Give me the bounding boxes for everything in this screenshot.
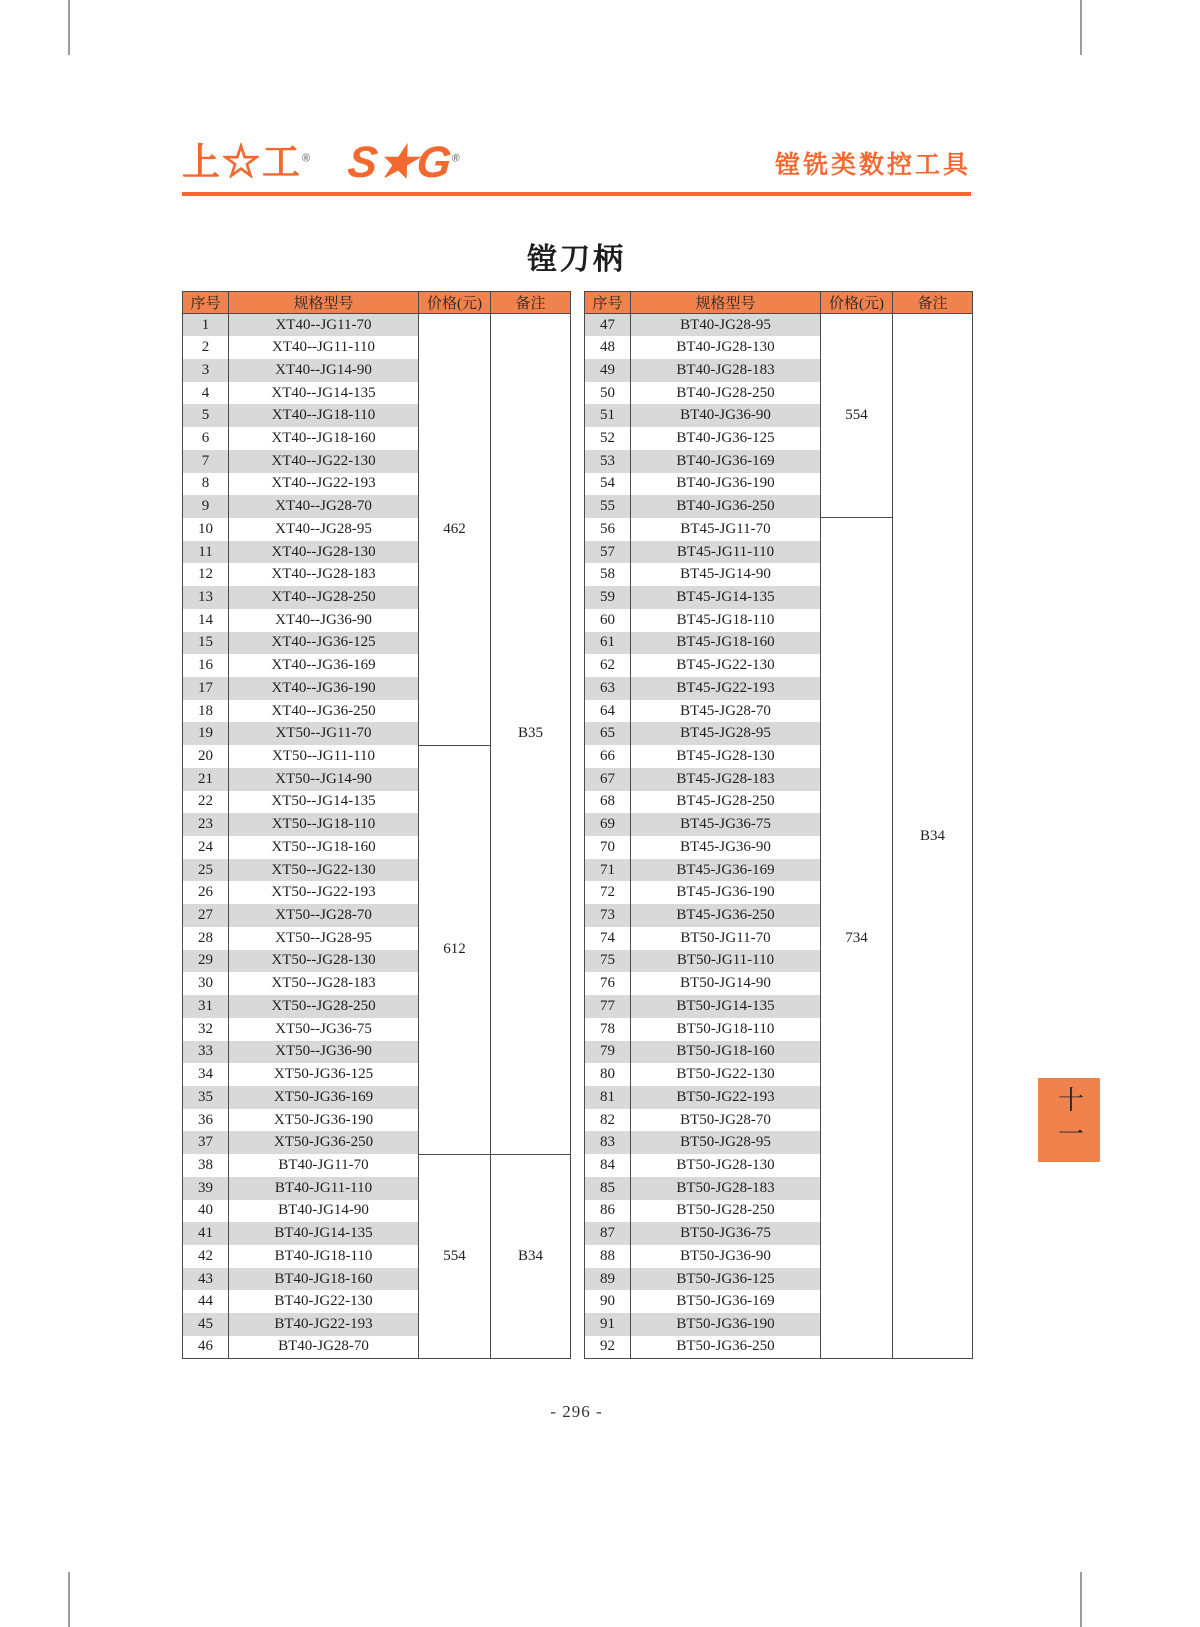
table-header-row	[585, 292, 973, 314]
model-cell: XT50--JG36-90	[229, 1041, 419, 1064]
model-cell: XT40--JG22-130	[229, 450, 419, 473]
row-number: 56	[585, 518, 631, 541]
model-cell: XT50--JG36-75	[229, 1018, 419, 1041]
row-number: 87	[585, 1222, 631, 1245]
row-number: 62	[585, 654, 631, 677]
model-cell: XT50--JG14-135	[229, 791, 419, 814]
row-number: 33	[183, 1041, 229, 1064]
registered-mark-icon: ®	[302, 152, 313, 165]
row-number: 91	[585, 1313, 631, 1336]
row-number: 45	[183, 1313, 229, 1336]
model-cell: BT40-JG36-190	[631, 473, 821, 496]
model-cell: BT50-JG28-183	[631, 1177, 821, 1200]
model-cell: XT40--JG11-70	[229, 314, 419, 337]
model-cell: BT50-JG36-125	[631, 1268, 821, 1291]
page-title: 镗刀柄	[527, 243, 626, 276]
model-cell: BT45-JG36-190	[631, 881, 821, 904]
row-number: 54	[585, 473, 631, 496]
model-cell: BT45-JG28-250	[631, 791, 821, 814]
row-number: 70	[585, 836, 631, 859]
row-number: 52	[585, 427, 631, 450]
model-cell: BT40-JG14-90	[229, 1200, 419, 1223]
column-header: 规格型号	[229, 292, 419, 314]
row-number: 7	[183, 450, 229, 473]
crop-mark-top-right	[1080, 0, 1082, 55]
row-number: 57	[585, 541, 631, 564]
row-number: 88	[585, 1245, 631, 1268]
row-number: 10	[183, 518, 229, 541]
model-cell: BT50-JG11-70	[631, 927, 821, 950]
row-number: 29	[183, 950, 229, 973]
row-number: 20	[183, 745, 229, 768]
model-cell: XT50--JG18-110	[229, 813, 419, 836]
crop-mark-top-left	[68, 0, 70, 55]
row-number: 9	[183, 495, 229, 518]
row-number: 84	[585, 1154, 631, 1177]
column-header: 价格(元)	[821, 292, 893, 314]
model-cell: BT40-JG14-135	[229, 1222, 419, 1245]
row-number: 47	[585, 314, 631, 337]
row-number: 1	[183, 314, 229, 337]
row-number: 8	[183, 473, 229, 496]
row-number: 50	[585, 382, 631, 405]
category-title: 镗铣类数控工具	[774, 151, 971, 179]
model-cell: BT45-JG36-90	[631, 836, 821, 859]
row-number: 81	[585, 1086, 631, 1109]
row-number: 28	[183, 927, 229, 950]
model-cell: BT40-JG22-130	[229, 1290, 419, 1313]
row-number: 72	[585, 881, 631, 904]
model-cell: XT40--JG36-169	[229, 654, 419, 677]
row-number: 12	[183, 563, 229, 586]
registered-mark-icon: ®	[451, 152, 461, 165]
row-number: 78	[585, 1018, 631, 1041]
model-cell: BT45-JG28-95	[631, 722, 821, 745]
model-cell: XT40--JG14-135	[229, 382, 419, 405]
model-cell: XT40--JG36-125	[229, 632, 419, 655]
row-number: 58	[585, 563, 631, 586]
row-number: 16	[183, 654, 229, 677]
price-cell: 734	[821, 518, 893, 1359]
row-number: 49	[585, 359, 631, 382]
row-number: 27	[183, 904, 229, 927]
remark-cell: B34	[491, 1154, 571, 1358]
model-cell: BT40-JG18-110	[229, 1245, 419, 1268]
model-cell: BT50-JG18-160	[631, 1041, 821, 1064]
model-cell: BT40-JG36-250	[631, 495, 821, 518]
model-cell: BT45-JG28-183	[631, 768, 821, 791]
model-cell: XT50--JG28-95	[229, 927, 419, 950]
row-number: 60	[585, 609, 631, 632]
row-number: 4	[183, 382, 229, 405]
column-header: 序号	[183, 292, 229, 314]
row-number: 64	[585, 700, 631, 723]
row-number: 66	[585, 745, 631, 768]
model-cell: BT45-JG36-250	[631, 904, 821, 927]
column-header: 备注	[491, 292, 571, 314]
model-cell: XT40--JG28-130	[229, 541, 419, 564]
model-cell: BT45-JG28-130	[631, 745, 821, 768]
remark-cell: B35	[491, 314, 571, 1155]
model-cell: XT40--JG28-70	[229, 495, 419, 518]
model-cell: BT40-JG28-250	[631, 382, 821, 405]
row-number: 82	[585, 1109, 631, 1132]
model-cell: XT50-JG36-169	[229, 1086, 419, 1109]
model-cell: XT50--JG28-70	[229, 904, 419, 927]
model-cell: BT50-JG36-75	[631, 1222, 821, 1245]
model-cell: XT40--JG11-110	[229, 336, 419, 359]
row-number: 37	[183, 1131, 229, 1154]
model-cell: XT50--JG11-110	[229, 745, 419, 768]
model-cell: BT45-JG36-169	[631, 859, 821, 882]
model-cell: XT40--JG14-90	[229, 359, 419, 382]
model-cell: XT50--JG14-90	[229, 768, 419, 791]
model-cell: BT50-JG22-193	[631, 1086, 821, 1109]
chapter-tab-label: 十一	[1054, 1086, 1084, 1154]
model-cell: XT40--JG28-183	[229, 563, 419, 586]
row-number: 77	[585, 995, 631, 1018]
price-cell: 554	[419, 1154, 491, 1358]
crop-mark-bottom-left	[68, 1572, 70, 1627]
row-number: 26	[183, 881, 229, 904]
row-number: 46	[183, 1336, 229, 1359]
row-number: 86	[585, 1200, 631, 1223]
row-number: 63	[585, 677, 631, 700]
model-cell: BT40-JG28-130	[631, 336, 821, 359]
row-number: 6	[183, 427, 229, 450]
model-cell: XT40--JG36-250	[229, 700, 419, 723]
model-cell: XT40--JG36-90	[229, 609, 419, 632]
model-cell: BT45-JG18-160	[631, 632, 821, 655]
row-number: 14	[183, 609, 229, 632]
row-number: 80	[585, 1063, 631, 1086]
row-number: 30	[183, 972, 229, 995]
model-cell: BT50-JG18-110	[631, 1018, 821, 1041]
column-header: 备注	[893, 292, 973, 314]
row-number: 92	[585, 1336, 631, 1359]
model-cell: XT50-JG36-190	[229, 1109, 419, 1132]
price-table-right	[584, 291, 973, 1359]
row-number: 13	[183, 586, 229, 609]
row-number: 44	[183, 1290, 229, 1313]
table-row	[585, 314, 973, 337]
model-cell: BT40-JG36-125	[631, 427, 821, 450]
table-header-row	[183, 292, 571, 314]
row-number: 71	[585, 859, 631, 882]
page-header	[182, 134, 971, 192]
row-number: 35	[183, 1086, 229, 1109]
row-number: 32	[183, 1018, 229, 1041]
model-cell: BT50-JG36-250	[631, 1336, 821, 1359]
row-number: 25	[183, 859, 229, 882]
model-cell: BT50-JG36-190	[631, 1313, 821, 1336]
price-cell: 612	[419, 745, 491, 1154]
row-number: 23	[183, 813, 229, 836]
model-cell: XT40--JG22-193	[229, 473, 419, 496]
row-number: 83	[585, 1131, 631, 1154]
model-cell: XT50--JG11-70	[229, 722, 419, 745]
model-cell: BT45-JG14-135	[631, 586, 821, 609]
row-number: 3	[183, 359, 229, 382]
row-number: 5	[183, 404, 229, 427]
model-cell: XT40--JG28-95	[229, 518, 419, 541]
shanggong-logo-text: 上☆工	[182, 142, 303, 184]
row-number: 89	[585, 1268, 631, 1291]
row-number: 39	[183, 1177, 229, 1200]
model-cell: BT50-JG22-130	[631, 1063, 821, 1086]
row-number: 40	[183, 1200, 229, 1223]
model-cell: BT45-JG11-70	[631, 518, 821, 541]
row-number: 61	[585, 632, 631, 655]
row-number: 22	[183, 791, 229, 814]
model-cell: BT50-JG28-70	[631, 1109, 821, 1132]
model-cell: XT50--JG22-193	[229, 881, 419, 904]
table-row	[183, 314, 571, 337]
model-cell: BT45-JG28-70	[631, 700, 821, 723]
column-header: 价格(元)	[419, 292, 491, 314]
row-number: 17	[183, 677, 229, 700]
model-cell: BT50-JG28-95	[631, 1131, 821, 1154]
sg-logo	[345, 138, 462, 187]
model-cell: XT50-JG36-125	[229, 1063, 419, 1086]
chapter-tab	[1038, 1078, 1100, 1162]
remark-cell: B34	[893, 314, 973, 1359]
table-row	[183, 1154, 571, 1177]
row-number: 55	[585, 495, 631, 518]
row-number: 34	[183, 1063, 229, 1086]
model-cell: BT50-JG28-250	[631, 1200, 821, 1223]
row-number: 65	[585, 722, 631, 745]
model-cell: BT40-JG36-169	[631, 450, 821, 473]
model-cell: BT50-JG36-90	[631, 1245, 821, 1268]
model-cell: BT40-JG36-90	[631, 404, 821, 427]
row-number: 76	[585, 972, 631, 995]
row-number: 74	[585, 927, 631, 950]
row-number: 53	[585, 450, 631, 473]
crop-mark-bottom-right	[1080, 1572, 1082, 1627]
header-rule	[182, 192, 971, 196]
model-cell: BT40-JG22-193	[229, 1313, 419, 1336]
model-cell: XT40--JG28-250	[229, 586, 419, 609]
sg-logo-text: S★G	[345, 138, 454, 187]
row-number: 19	[183, 722, 229, 745]
tables-container	[182, 291, 971, 1359]
row-number: 67	[585, 768, 631, 791]
row-number: 85	[585, 1177, 631, 1200]
model-cell: BT50-JG36-169	[631, 1290, 821, 1313]
row-number: 75	[585, 950, 631, 973]
model-cell: XT50-JG36-250	[229, 1131, 419, 1154]
row-number: 51	[585, 404, 631, 427]
row-number: 79	[585, 1041, 631, 1064]
model-cell: XT40--JG18-110	[229, 404, 419, 427]
model-cell: XT50--JG28-130	[229, 950, 419, 973]
row-number: 24	[183, 836, 229, 859]
model-cell: BT50-JG28-130	[631, 1154, 821, 1177]
row-number: 73	[585, 904, 631, 927]
model-cell: XT50--JG22-130	[229, 859, 419, 882]
model-cell: BT40-JG28-95	[631, 314, 821, 337]
price-cell: 462	[419, 314, 491, 746]
price-table-left	[182, 291, 571, 1359]
model-cell: BT40-JG28-183	[631, 359, 821, 382]
row-number: 38	[183, 1154, 229, 1177]
model-cell: BT45-JG22-193	[631, 677, 821, 700]
row-number: 42	[183, 1245, 229, 1268]
row-number: 18	[183, 700, 229, 723]
model-cell: BT40-JG28-70	[229, 1336, 419, 1359]
row-number: 2	[183, 336, 229, 359]
column-header: 规格型号	[631, 292, 821, 314]
row-number: 43	[183, 1268, 229, 1291]
page-number: - 296 -	[550, 1402, 603, 1421]
row-number: 90	[585, 1290, 631, 1313]
model-cell: BT40-JG11-110	[229, 1177, 419, 1200]
model-cell: XT50--JG28-250	[229, 995, 419, 1018]
model-cell: BT50-JG14-135	[631, 995, 821, 1018]
row-number: 11	[183, 541, 229, 564]
model-cell: XT40--JG18-160	[229, 427, 419, 450]
model-cell: BT45-JG11-110	[631, 541, 821, 564]
model-cell: BT45-JG14-90	[631, 563, 821, 586]
row-number: 48	[585, 336, 631, 359]
model-cell: XT50--JG18-160	[229, 836, 419, 859]
model-cell: BT45-JG36-75	[631, 813, 821, 836]
model-cell: XT50--JG28-183	[229, 972, 419, 995]
model-cell: BT40-JG18-160	[229, 1268, 419, 1291]
row-number: 36	[183, 1109, 229, 1132]
model-cell: BT40-JG11-70	[229, 1154, 419, 1177]
row-number: 59	[585, 586, 631, 609]
row-number: 31	[183, 995, 229, 1018]
model-cell: BT45-JG18-110	[631, 609, 821, 632]
model-cell: BT50-JG11-110	[631, 950, 821, 973]
column-header: 序号	[585, 292, 631, 314]
row-number: 41	[183, 1222, 229, 1245]
shanggong-logo	[182, 144, 312, 182]
model-cell: BT50-JG14-90	[631, 972, 821, 995]
row-number: 68	[585, 791, 631, 814]
model-cell: XT40--JG36-190	[229, 677, 419, 700]
price-cell: 554	[821, 314, 893, 518]
row-number: 15	[183, 632, 229, 655]
row-number: 69	[585, 813, 631, 836]
model-cell: BT45-JG22-130	[631, 654, 821, 677]
row-number: 21	[183, 768, 229, 791]
